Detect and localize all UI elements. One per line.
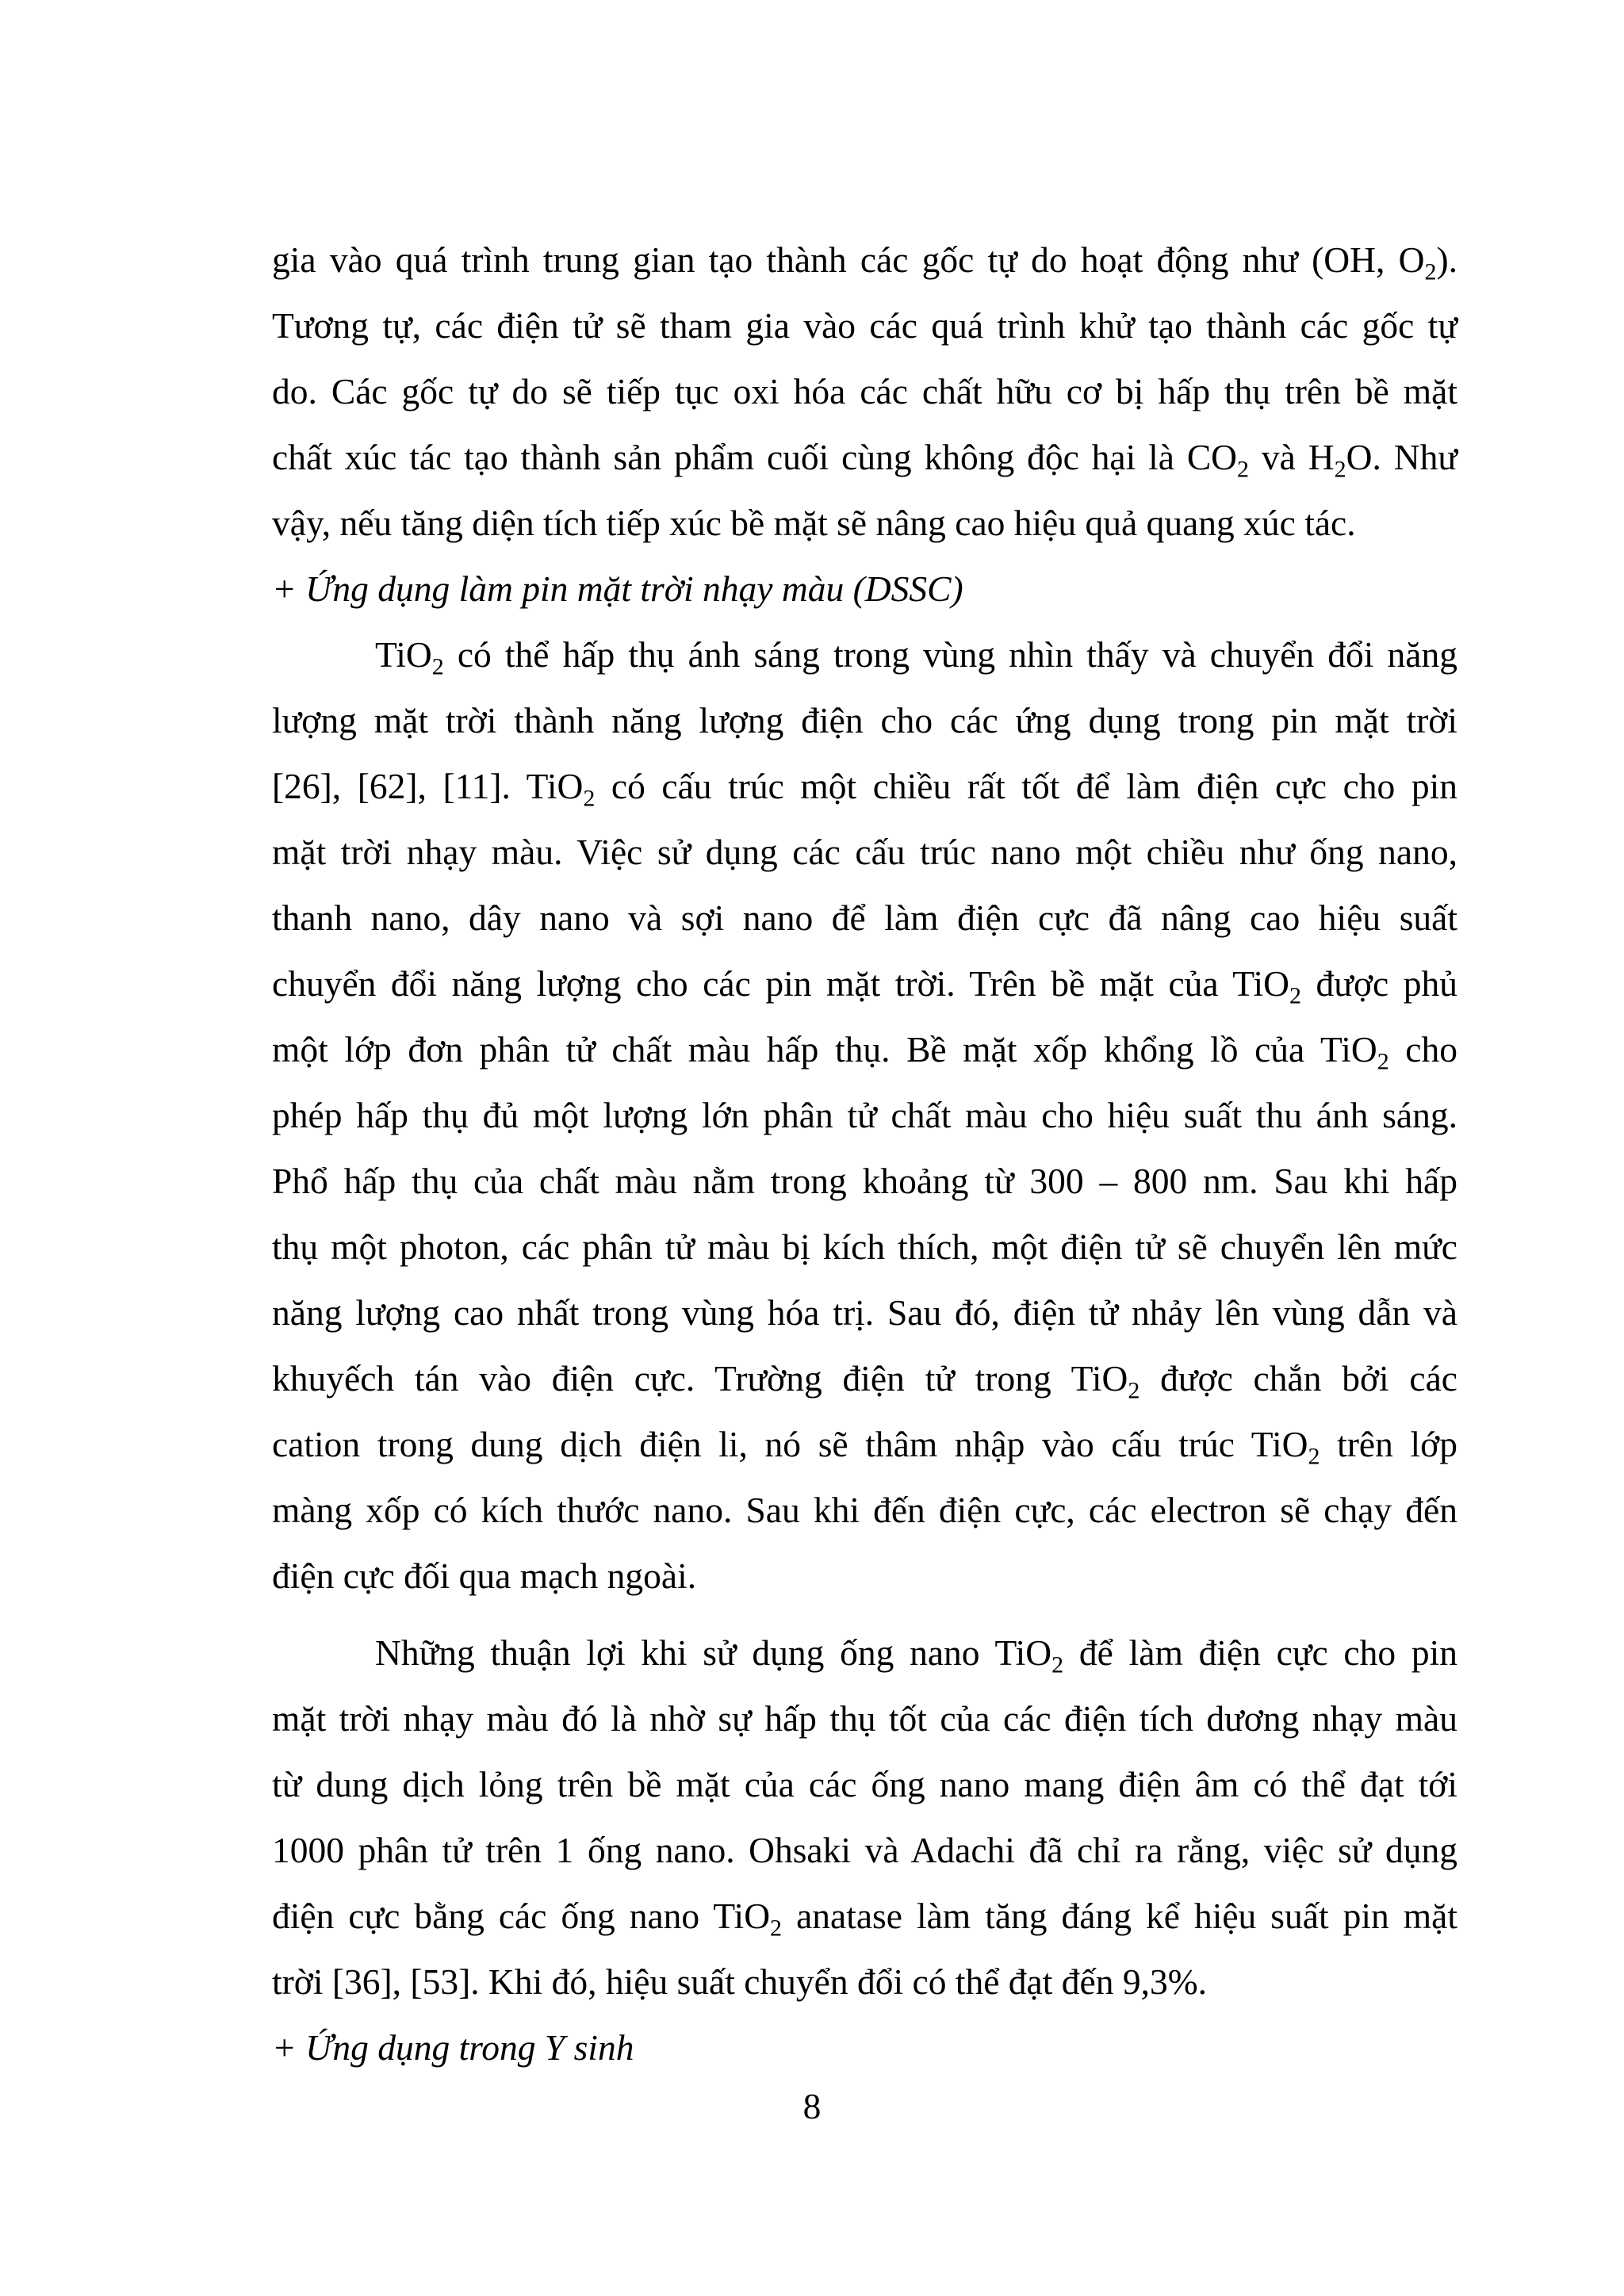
text-line: chất xúc tác tạo thành sản phẩm cuối cùng không độc hại là $CO_2$ và $H_2O$. Như <box>272 437 1457 483</box>
text-line: gia vào quá trình trung gian tạo thành các gốc tự do hoạt động như (OH, $O_2$). <box>272 239 1457 285</box>
text-line: cation trong dung dịch điện li, nó sẽ thâm nhập vào cấu trúc TiO$_2$ trên lớp <box>272 1424 1457 1470</box>
paragraph-spacing <box>272 1609 1457 1620</box>
text-line: điện cực bằng các ống nano TiO$_2$ anatase làm tăng đáng kể hiệu suất pin mặt <box>272 1896 1457 1942</box>
text-line: vậy, nếu tăng diện tích tiếp xúc bề mặt sẽ nâng cao hiệu quả quang xúc tác. <box>272 503 1356 543</box>
text-line: Tương tự, các điện tử sẽ tham gia vào các quá trình khử tạo thành các gốc tự <box>272 305 1457 346</box>
text-line: lượng mặt trời thành năng lượng điện cho các ứng dụng trong pin mặt trời <box>272 700 1457 740</box>
text-line: màng xốp có kích thước nano. Sau khi đến điện cực, các electron sẽ chạy đến <box>272 1490 1457 1530</box>
text-line: mặt trời nhạy màu đó là nhờ sự hấp thụ tốt của các điện tích dương nhạy màu <box>272 1698 1457 1739</box>
section-heading-biomed: + Ứng dụng trong Y sinh <box>272 2027 634 2068</box>
text-line: [26], [62], [11]. TiO$_2$ có cấu trúc một chiều rất tốt để làm điện cực cho pin <box>272 766 1457 812</box>
text-line: điện cực đối qua mạch ngoài. <box>272 1556 697 1596</box>
text-line: thụ một photon, các phân tử màu bị kích thích, một điện tử sẽ chuyển lên mức <box>272 1226 1457 1267</box>
page-number: 8 <box>802 2086 822 2126</box>
text-line: Phổ hấp thụ của chất màu nằm trong khoảng từ 300 – 800 nm. Sau khi hấp <box>272 1161 1457 1201</box>
text-line: phép hấp thụ đủ một lượng lớn phân tử chất màu cho hiệu suất thu ánh sáng. <box>272 1095 1457 1135</box>
text-line: từ dung dịch lỏng trên bề mặt của các ống nano mang điện âm có thể đạt tới <box>272 1764 1457 1804</box>
section-heading-dssc: + Ứng dụng làm pin mặt trời nhạy màu (DSSC) <box>272 568 963 609</box>
text-line: Những thuận lợi khi sử dụng ống nano TiO$_2$ để làm điện cực cho pin <box>375 1632 1457 1678</box>
text-line: thanh nano, dây nano và sợi nano để làm điện cực đã nâng cao hiệu suất <box>272 897 1457 938</box>
text-line: TiO$_2$ có thể hấp thụ ánh sáng trong vùng nhìn thấy và chuyển đổi năng <box>375 634 1457 680</box>
body-text <box>272 227 1457 2080</box>
text-line: năng lượng cao nhất trong vùng hóa trị. Sau đó, điện tử nhảy lên vùng dẫn và <box>272 1292 1457 1333</box>
text-line: chuyển đổi năng lượng cho các pin mặt trời. Trên bề mặt của TiO$_2$ được phủ <box>272 963 1458 1009</box>
text-line: 1000 phân tử trên 1 ống nano. Ohsaki và Adachi đã chỉ ra rằng, việc sử dụng <box>272 1830 1457 1870</box>
text-line: một lớp đơn phân tử chất màu hấp thụ. Bề mặt xốp khổng lồ của TiO$_2$ cho <box>272 1029 1458 1075</box>
text-line: mặt trời nhạy màu. Việc sử dụng các cấu trúc nano một chiều như ống nano, <box>272 832 1457 872</box>
text-line: trời [36], [53]. Khi đó, hiệu suất chuyển đổi có thể đạt đến 9,3%. <box>272 1961 1207 2002</box>
text-line: do. Các gốc tự do sẽ tiếp tục oxi hóa các chất hữu cơ bị hấp thụ trên bề mặt <box>272 371 1457 411</box>
text-line: khuyếch tán vào điện cực. Trường điện tử trong TiO$_2$ được chắn bởi các <box>272 1358 1457 1404</box>
